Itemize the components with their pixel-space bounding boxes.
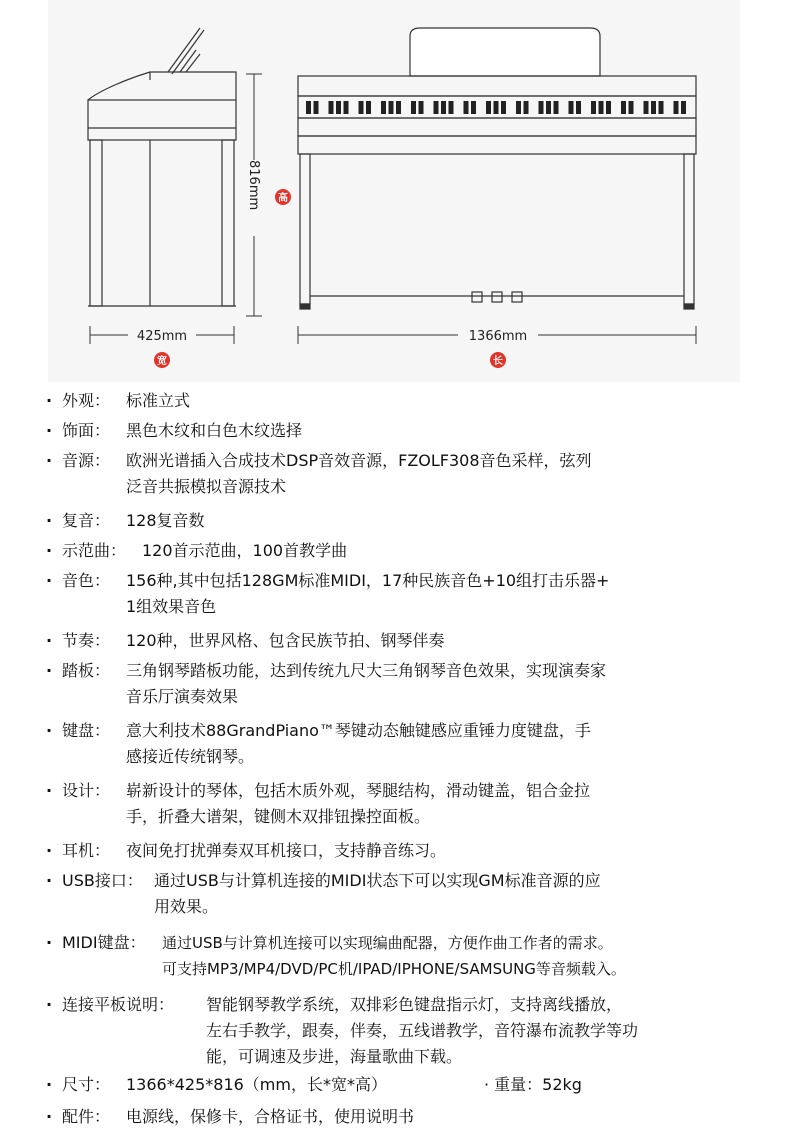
black-key [396, 101, 401, 114]
black-key [366, 101, 371, 114]
bullet: · [46, 511, 53, 530]
bullet: · [46, 391, 53, 410]
black-key [659, 101, 664, 114]
spec-value-line: 1366*425*816（mm，长*宽*高） [126, 1075, 387, 1094]
spec-value-line: 可支持MP3/MP4/DVD/PC机/IPAD/IPHONE/SAMSUNG等音频载入。 [162, 960, 626, 978]
side-view-piano [88, 28, 236, 306]
spec-label: 示范曲： [62, 541, 127, 560]
spec-weight: · 重量：52kg [484, 1075, 582, 1094]
front-view-piano [298, 28, 696, 309]
black-key [501, 101, 506, 114]
black-key [344, 101, 349, 114]
bullet: · [46, 933, 53, 952]
black-key [434, 101, 439, 114]
spec-value-line: 通过USB与计算机连接可以实现编曲配器，方便作曲工作者的需求。 [162, 934, 613, 952]
spec-value-line: 智能钢琴教学系统，双排彩色键盘指示灯，支持离线播放， [206, 995, 623, 1014]
spec-label: 外观： [62, 391, 111, 410]
spec-value-line: 用效果。 [154, 897, 219, 916]
bullet: · [46, 421, 53, 440]
black-key [359, 101, 364, 114]
spec-value-line: 标准立式 [126, 391, 191, 410]
spec-value-line: 128复音数 [126, 511, 205, 530]
spec-label: 音色： [62, 571, 111, 590]
black-key [336, 101, 341, 114]
spec-value-line: 感接近传统钢琴。 [126, 747, 255, 766]
spec-label: 耳机： [62, 841, 111, 860]
bullet: · [46, 871, 53, 890]
spec-value-line: 电源线，保修卡，合格证书，使用说明书 [126, 1107, 415, 1126]
black-key [599, 101, 604, 114]
bullet: · [46, 1075, 53, 1094]
height-badge: 高 [278, 193, 288, 204]
width-dimension [298, 326, 696, 368]
spec-label: 键盘： [62, 721, 111, 740]
depth-badge: 宽 [157, 356, 167, 367]
depth-dimension [90, 326, 234, 368]
spec-label: USB接口： [62, 871, 143, 890]
black-key [329, 101, 334, 114]
spec-label: 设计： [62, 781, 111, 800]
black-key [411, 101, 416, 114]
spec-label: 节奏： [62, 631, 111, 650]
spec-value-line: 夜间免打扰弹奏双耳机接口，支持静音练习。 [126, 841, 447, 860]
spec-value-line: 120首示范曲，100首教学曲 [142, 541, 348, 560]
black-key [681, 101, 686, 114]
black-key [546, 101, 551, 114]
spec-label: 复音： [62, 511, 111, 530]
black-key [486, 101, 491, 114]
spec-value-line: 三角钢琴踏板功能，达到传统九尺大三角钢琴音色效果，实现演奏家 [126, 661, 607, 680]
bullet: · [46, 721, 53, 740]
spec-value-line: 120种，世界风格、包含民族节拍、钢琴伴奏 [126, 631, 445, 650]
spec-value-line: 1组效果音色 [126, 597, 217, 616]
spec-value-line: 左右手教学，跟奏，伴奏，五线谱教学，音符瀑布流教学等功 [206, 1021, 639, 1040]
black-key [449, 101, 454, 114]
black-key [389, 101, 394, 114]
black-key [576, 101, 581, 114]
black-key [516, 101, 521, 114]
spec-label: 踏板： [62, 661, 111, 680]
spec-value-line: 能，可调速及步进，海量歌曲下载。 [206, 1047, 463, 1066]
spec-value-line: 音乐厅演奏效果 [126, 687, 239, 706]
bullet: · [46, 781, 53, 800]
bullet: · [46, 661, 53, 680]
bullet: · [46, 541, 53, 560]
black-key [621, 101, 626, 114]
spec-label: 尺寸： [62, 1075, 111, 1094]
bullet: · [46, 995, 53, 1014]
height-label: 816mm [246, 160, 261, 211]
black-key [464, 101, 469, 114]
black-key [606, 101, 611, 114]
black-key [651, 101, 656, 114]
spec-label: 音源： [62, 451, 111, 470]
bullet: · [46, 571, 53, 590]
spec-label: 饰面： [62, 421, 111, 440]
black-key [419, 101, 424, 114]
black-key [539, 101, 544, 114]
spec-label: 配件： [62, 1107, 111, 1126]
spec-value-line: 欧洲光谱插入合成技术DSP音效音源，FZOLF308音色采样，弦列 [126, 451, 592, 470]
spec-value-line: 意大利技术88GrandPiano™琴键动态触键感应重锤力度键盘，手 [126, 721, 591, 740]
black-key [494, 101, 499, 114]
bullet: · [46, 841, 53, 860]
width-badge: 长 [493, 356, 503, 367]
bullet: · [46, 451, 53, 470]
bullet: · [46, 631, 53, 650]
spec-value-line: 黑色木纹和白色木纹选择 [126, 421, 303, 440]
black-key [554, 101, 559, 114]
piano-dimension-diagram [0, 0, 790, 382]
black-key [524, 101, 529, 114]
spec-value-line: 156种,其中包括128GM标准MIDI，17种民族音色+10组打击乐器+ [126, 571, 610, 590]
black-key [471, 101, 476, 114]
spec-value-line: 崭新设计的琴体，包括木质外观，琴腿结构，滑动键盖，铝合金拉 [126, 781, 591, 800]
black-key [644, 101, 649, 114]
spec-label: MIDI键盘： [62, 933, 146, 952]
spec-value-line: 泛音共振模拟音源技术 [126, 477, 287, 496]
black-key [569, 101, 574, 114]
black-keys [306, 101, 686, 114]
spec-value-line: 通过USB与计算机连接的MIDI状态下可以实现GM标准音源的应 [154, 871, 601, 890]
black-key [674, 101, 679, 114]
depth-label: 425mm [136, 329, 188, 344]
spec-value-line: 手，折叠大谱架，键侧木双排钮操控面板。 [126, 807, 431, 826]
black-key [441, 101, 446, 114]
black-key [629, 101, 634, 114]
black-key [591, 101, 596, 114]
bullet: · [46, 1107, 53, 1126]
spec-label: 连接平板说明： [62, 995, 175, 1014]
black-key [306, 101, 311, 114]
black-key [314, 101, 319, 114]
width-label: 1366mm [468, 329, 528, 344]
height-dimension [246, 74, 291, 316]
black-key [381, 101, 386, 114]
